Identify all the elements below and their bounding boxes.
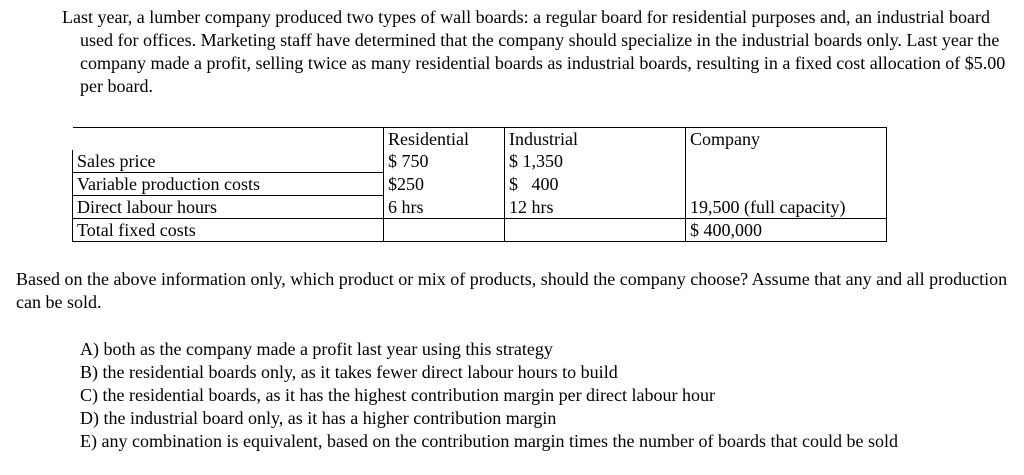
row-label: Sales price bbox=[73, 150, 384, 173]
cell-residential: 6 hrs bbox=[384, 196, 505, 219]
row-label: Direct labour hours bbox=[73, 196, 384, 219]
table-row bbox=[73, 150, 887, 173]
question-stem: Last year, a lumber company produced two types of wall boards: a regular board for residential purposes and, an industrial board used for offices. Marketing staff have determined that the company should specialize in the industrial boards only. Last year the company made a profit, selling twice as many residential boards as industrial boards, resulting in a fixed cost allocation of $5.00 per board. bbox=[62, 7, 1006, 96]
option-e: E) any combination is equivalent, based on the contribution margin times the number of boards that could be sold bbox=[80, 431, 898, 451]
question-number bbox=[16, 6, 62, 29]
option-b: B) the residential boards only, as it takes fewer direct labour hours to build bbox=[80, 362, 618, 382]
question-block bbox=[16, 6, 1016, 98]
cell-industrial: $ 400 bbox=[505, 173, 686, 196]
cell-industrial bbox=[505, 219, 686, 242]
option-a: A) both as the company made a profit last year using this strategy bbox=[80, 339, 553, 359]
question-text bbox=[16, 6, 1016, 98]
cell-company: 19,500 (full capacity) bbox=[686, 196, 887, 219]
cell-residential bbox=[384, 219, 505, 242]
cell-residential: $250 bbox=[384, 173, 505, 196]
cell-industrial: $ 1,350 bbox=[505, 150, 686, 173]
answer-options bbox=[80, 338, 898, 453]
header-industrial: Industrial bbox=[505, 128, 686, 151]
option-c: C) the residential boards, as it has the highest contribution margin per direct labour hour bbox=[80, 385, 716, 405]
header-residential: Residential bbox=[384, 128, 505, 151]
table-header-blank bbox=[73, 128, 384, 151]
table-row bbox=[73, 219, 887, 242]
cell-company: $ 400,000 bbox=[686, 219, 887, 242]
row-label: Variable production costs bbox=[73, 173, 384, 196]
option-d: D) the industrial board only, as it has a higher contribution margin bbox=[80, 408, 557, 428]
cell-company bbox=[686, 173, 887, 196]
table-header-row bbox=[73, 128, 887, 151]
table-row bbox=[73, 173, 887, 196]
header-company: Company bbox=[686, 128, 887, 151]
cell-industrial: 12 hrs bbox=[505, 196, 686, 219]
cell-residential: $ 750 bbox=[384, 150, 505, 173]
cost-table bbox=[72, 127, 887, 242]
cell-company bbox=[686, 150, 887, 173]
table-row bbox=[73, 196, 887, 219]
question-prompt: Based on the above information only, which product or mix of products, should the company choose? Assume that any and all production can be sold. bbox=[16, 269, 1008, 312]
row-label: Total fixed costs bbox=[73, 219, 384, 242]
